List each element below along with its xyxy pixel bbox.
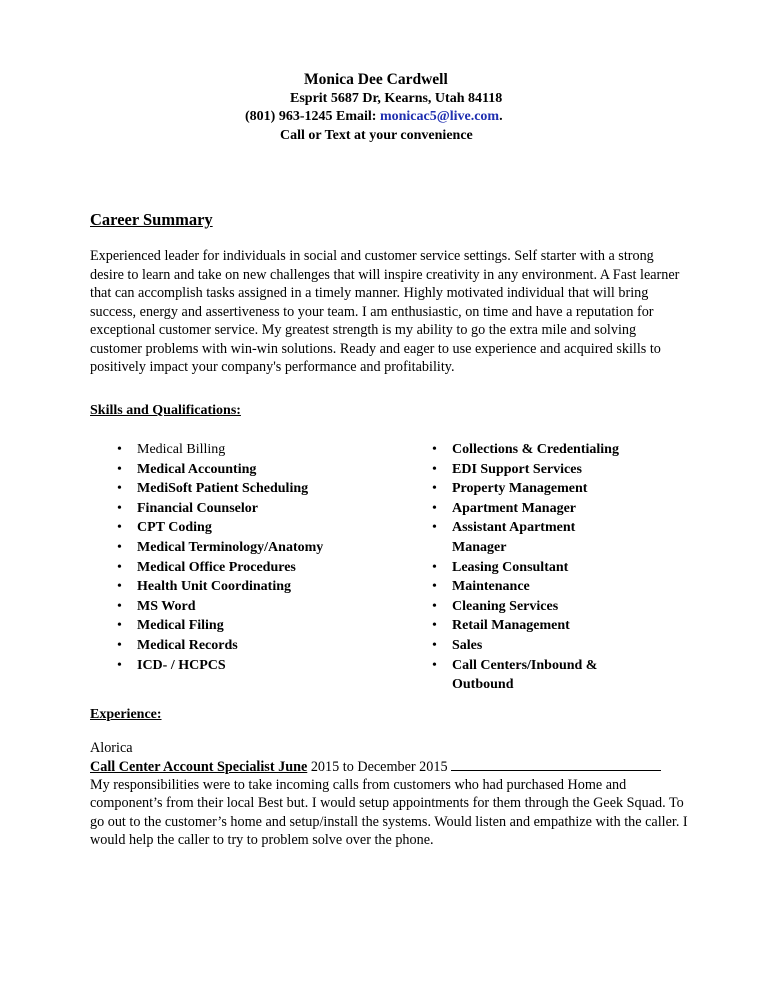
bullet-icon: • [117, 442, 122, 457]
skill-label: Health Unit Coordinating [137, 579, 292, 595]
skill-label: ICD- / HCPCS [137, 657, 226, 673]
list-item [117, 636, 417, 656]
list-item [432, 518, 632, 557]
skill-label: Assistant Apartment Manager [452, 520, 576, 555]
list-item [117, 460, 417, 480]
applicant-name: Monica Dee Cardwell [304, 71, 448, 88]
list-item [117, 518, 417, 538]
list-item [117, 499, 417, 519]
skills-heading: Skills and Qualifications: [90, 403, 241, 418]
bullet-icon: • [432, 500, 437, 516]
skill-label: Apartment Manager [452, 500, 577, 516]
career-summary-heading: Career Summary [90, 210, 213, 229]
skill-label: Medical Accounting [137, 461, 257, 477]
list-item [117, 577, 417, 597]
bullet-icon: • [432, 579, 437, 595]
job-dates: 2015 to December 2015 [307, 759, 452, 775]
skill-label: Retail Management [452, 618, 570, 634]
list-item [432, 616, 632, 636]
phone-suffix: . [499, 109, 503, 124]
list-item [117, 538, 417, 558]
list-item [432, 460, 632, 480]
bullet-icon: • [432, 520, 437, 536]
bullet-icon: • [117, 657, 122, 673]
list-item [117, 616, 417, 636]
skill-label: Medical Records [137, 637, 238, 653]
list-item [432, 499, 632, 519]
list-item [432, 558, 632, 578]
skill-label: Call Centers/Inbound & Outbound [452, 657, 598, 693]
skill-label: Cleaning Services [452, 598, 559, 614]
list-item [432, 479, 632, 499]
bullet-icon: • [117, 520, 122, 536]
list-item [117, 558, 417, 578]
skill-label: Property Management [452, 481, 588, 497]
list-item [117, 479, 417, 499]
company-name: Alorica [90, 740, 133, 756]
skill-label: Medical Office Procedures [137, 559, 296, 575]
list-item [117, 440, 417, 460]
skill-label: CPT Coding [137, 520, 212, 536]
skill-label: Financial Counselor [137, 500, 258, 516]
career-summary-text: Experienced leader for individuals in social and customer service settings. Self starter with a strong desire to learn and take on new challenges that will inspire creativity in any environment. A Fast learner that can accomplish tasks assigned in a timely manner. Highly motivated individual that will bring success, energy and assertiveness to your team. I am enthusiastic, on time and have a reputation for exceptional customer service. My greatest strength is my ability to go the extra mile and solving customer problems with win-win solutions. Ready and eager to use experience and acquired skills to positively impact your company's performance and profitability. [90, 248, 680, 375]
job-title: Call Center Account Specialist June [90, 759, 308, 775]
phone-email-line [245, 107, 503, 126]
address-line: Esprit 5687 Dr, Kearns, Utah 84118 [290, 91, 503, 106]
list-item [432, 656, 632, 695]
bullet-icon: • [432, 598, 437, 614]
skill-label: Leasing Consultant [452, 559, 569, 575]
skill-label: MediSoft Patient Scheduling [137, 481, 309, 497]
list-item [117, 656, 417, 676]
bullet-icon: • [432, 657, 437, 673]
list-item [432, 636, 632, 656]
skill-label: Medical Filing [137, 618, 224, 634]
skill-label: Collections & Credentialing [452, 442, 619, 457]
skills-list-right [432, 440, 632, 695]
list-item [432, 440, 632, 460]
bullet-icon: • [117, 461, 122, 477]
bullet-icon: • [117, 500, 122, 516]
bullet-icon: • [117, 559, 122, 575]
bullet-icon: • [432, 559, 437, 575]
skill-label: Sales [452, 637, 483, 653]
list-item [432, 597, 632, 617]
bullet-icon: • [432, 637, 437, 653]
job-duties: My responsibilities were to take incoming calls from customers who had purchased Home and component’s from their local Best but. I would setup appointments for them through the Geek Squad. To go out to the customer’s home and setup/install the systems. Would listen and empathize with the caller. I would help the caller to try to problem solve over the phone. [90, 777, 688, 848]
bullet-icon: • [432, 442, 437, 457]
skill-label: Maintenance [452, 579, 530, 595]
underline-rule [451, 758, 661, 771]
skills-list-left [117, 440, 417, 675]
bullet-icon: • [432, 618, 437, 634]
bullet-icon: • [117, 579, 122, 595]
job-title-line [90, 758, 690, 776]
bullet-icon: • [432, 481, 437, 497]
email-link[interactable]: monicac5@live.com [379, 109, 500, 124]
phone-text: (801) 963-1245 Email: [245, 109, 380, 124]
bullet-icon: • [117, 598, 122, 614]
experience-heading: Experience: [90, 707, 162, 722]
skill-label: MS Word [137, 598, 196, 614]
skill-label: Medical Billing [137, 442, 226, 457]
bullet-icon: • [117, 637, 122, 653]
skill-label: EDI Support Services [452, 461, 582, 477]
bullet-icon: • [432, 461, 437, 477]
bullet-icon: • [117, 618, 122, 634]
bullet-icon: • [117, 539, 122, 555]
list-item [117, 597, 417, 617]
availability-line: Call or Text at your convenience [280, 128, 473, 143]
skill-label: Medical Terminology/Anatomy [137, 539, 324, 555]
bullet-icon: • [117, 481, 122, 497]
list-item [432, 577, 632, 597]
